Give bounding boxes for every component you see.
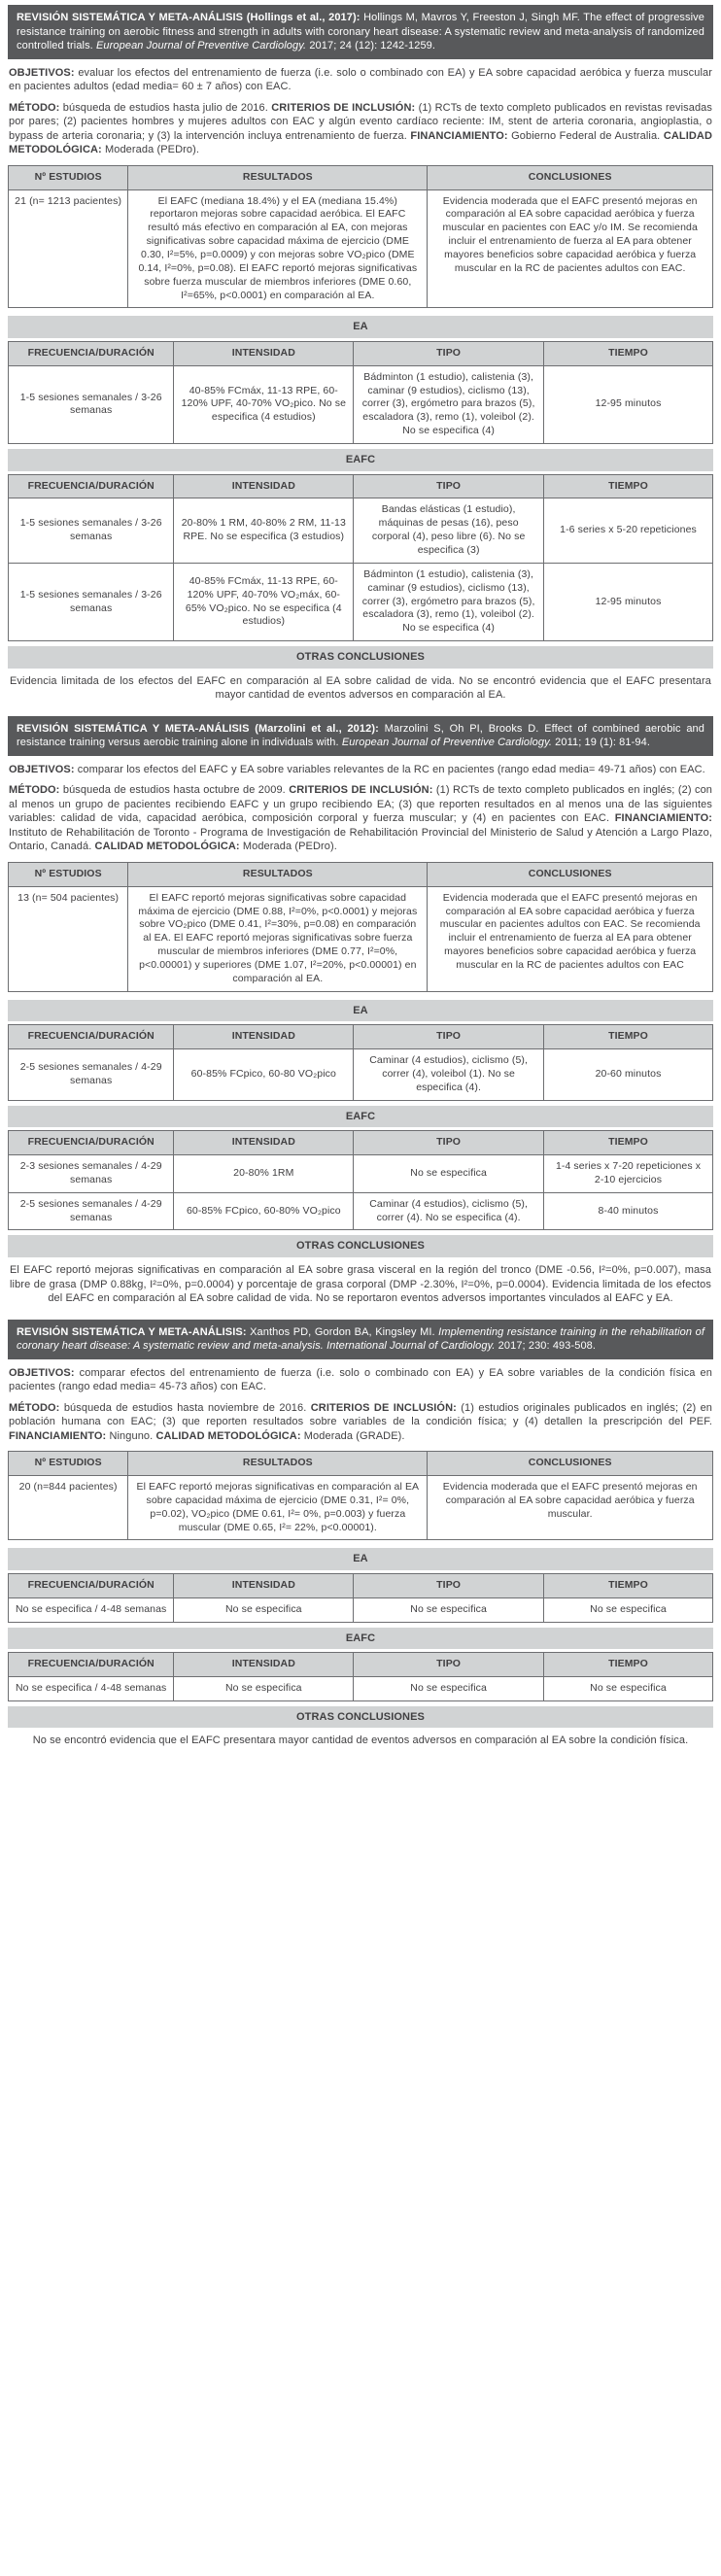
intensidad-cell: 40-85% FCmáx, 11-13 RPE, 60-120% UPF, 40-70% VO₂pico. No se especifica (4 estudios) bbox=[174, 365, 354, 443]
frecuencia-cell: 2-5 sesiones semanales / 4-29 semanas bbox=[9, 1049, 174, 1101]
summary-row bbox=[9, 886, 713, 991]
col-header-frecuencia-duracion: FRECUENCIA/DURACIÓN bbox=[9, 1131, 174, 1155]
objetivos-paragraph bbox=[9, 1366, 712, 1394]
detail-header-row bbox=[9, 1025, 713, 1049]
col-header-tiempo: TIEMPO bbox=[544, 341, 713, 365]
tipo-cell: Bádminton (1 estudio), calistenia (3), caminar (9 estudios), ciclismo (13), correr (3), ergómetro para brazos (5), escaladora (3), remo (1), voleibol (2). No se especifica (4) bbox=[354, 365, 544, 443]
tipo-cell: No se especifica bbox=[354, 1677, 544, 1701]
summary-row bbox=[9, 189, 713, 308]
tipo-cell: No se especifica bbox=[354, 1597, 544, 1622]
calidad-label: CALIDAD METODOLÓGICA: bbox=[9, 129, 713, 156]
objetivos-label: OBJETIVOS: bbox=[9, 1366, 75, 1379]
summary-table bbox=[8, 1451, 713, 1540]
metodo-text: búsqueda de estudios hasta octubre de 2009. bbox=[62, 784, 286, 797]
col-header-tiempo: TIEMPO bbox=[544, 1653, 713, 1677]
review-header bbox=[8, 716, 713, 756]
summary-header-row bbox=[9, 862, 713, 886]
tiempo-cell: No se especifica bbox=[544, 1597, 713, 1622]
col-header-tipo: TIPO bbox=[354, 1025, 544, 1049]
col-header-frecuencia-duracion: FRECUENCIA/DURACIÓN bbox=[9, 474, 174, 498]
detail-header-row bbox=[9, 1573, 713, 1597]
review-header-journal: European Journal of Preventive Cardiology. bbox=[96, 40, 307, 52]
ea-table bbox=[8, 1024, 713, 1100]
col-header-num-estudios: Nº ESTUDIOS bbox=[9, 1452, 128, 1476]
review-header-citation: Xanthos PD, Gordon BA, Kingsley MI. bbox=[246, 1325, 439, 1338]
tiempo-cell: 12-95 minutos bbox=[544, 563, 713, 640]
num-estudios-cell: 21 (n= 1213 pacientes) bbox=[9, 189, 128, 308]
financiamiento-label: FINANCIAMIENTO: bbox=[410, 129, 508, 142]
num-estudios-cell: 20 (n=844 pacientes) bbox=[9, 1476, 128, 1540]
ea-table bbox=[8, 1573, 713, 1623]
review-header-citation: Marzolini S, Oh PI, Brooks D. Effect of combined aerobic and resistance training versus aerobic training alone in individuals with. bbox=[17, 722, 704, 749]
ea-table bbox=[8, 341, 713, 444]
review-header-ref: 2017; 24 (12): 1242-1259. bbox=[306, 40, 436, 52]
summary-row bbox=[9, 1476, 713, 1540]
frecuencia-cell: 1-5 sesiones semanales / 3-26 semanas bbox=[9, 563, 174, 640]
metodo-paragraph bbox=[9, 1401, 712, 1444]
ea-section-bar: EA bbox=[8, 316, 713, 338]
objetivos-text: comparar efectos del entrenamiento de fuerza (i.e. solo o combinado con EA) y EA sobre variables de la condición física en pacientes (rango edad media= 45-73 años) con EAC. bbox=[9, 1366, 712, 1393]
col-header-frecuencia-duracion: FRECUENCIA/DURACIÓN bbox=[9, 1653, 174, 1677]
review-header bbox=[8, 1320, 713, 1359]
table-row bbox=[9, 1677, 713, 1701]
otras-conclusiones-bar: OTRAS CONCLUSIONES bbox=[8, 646, 713, 669]
review-header-title: REVISIÓN SISTEMÁTICA Y META-ANÁLISIS: bbox=[17, 1325, 247, 1338]
frecuencia-cell: 2-5 sesiones semanales / 4-29 semanas bbox=[9, 1192, 174, 1230]
col-header-tiempo: TIEMPO bbox=[544, 1131, 713, 1155]
col-header-tipo: TIPO bbox=[354, 341, 544, 365]
otras-conclusiones-bar: OTRAS CONCLUSIONES bbox=[8, 1706, 713, 1729]
eafc-table bbox=[8, 1130, 713, 1230]
detail-header-row bbox=[9, 474, 713, 498]
col-header-resultados: RESULTADOS bbox=[128, 165, 428, 189]
ea-section-bar: EA bbox=[8, 1000, 713, 1022]
tipo-cell: Bádminton (1 estudio), calistenia (3), caminar (9 estudios), ciclismo (13), correr (3), ergómetro para brazos (5), escaladora (3), remo (1), voleibol (2). No se especifica (4) bbox=[354, 563, 544, 640]
intensidad-cell: No se especifica bbox=[174, 1677, 354, 1701]
review-header-journal: Implementing resistance training in the rehabilitation of coronary heart disease: A systematic review and meta-analysis. International Journal of Cardiology. bbox=[17, 1325, 704, 1353]
col-header-tipo: TIPO bbox=[354, 1131, 544, 1155]
col-header-intensidad: INTENSIDAD bbox=[174, 1573, 354, 1597]
table-row bbox=[9, 365, 713, 443]
tipo-cell: Bandas elásticas (1 estudio), máquinas de pesas (16), peso corporal (4), peso libre (6). No se especifica (3) bbox=[354, 498, 544, 563]
calidad-text: Moderada (PEDro). bbox=[242, 841, 337, 853]
intensidad-cell: 60-85% FCpico, 60-80% VO₂pico bbox=[174, 1192, 354, 1230]
tipo-cell: Caminar (4 estudios), ciclismo (5), correr (4). No se especifica (4). bbox=[354, 1192, 544, 1230]
frecuencia-cell: No se especifica / 4-48 semanas bbox=[9, 1677, 174, 1701]
resultados-cell: El EAFC reportó mejoras significativas en comparación al EA sobre capacidad máxima de ejercicio (DME 0.31, I²= 0%, p=0.02), VO₂pico (DME 0.61, I²= 0%, p=0.003) y fuerza muscular (DME 0.65, I²= 22%, p<0.00001). bbox=[128, 1476, 428, 1540]
col-header-tipo: TIPO bbox=[354, 474, 544, 498]
tiempo-cell: 8-40 minutos bbox=[544, 1192, 713, 1230]
detail-header-row bbox=[9, 1653, 713, 1677]
col-header-num-estudios: Nº ESTUDIOS bbox=[9, 165, 128, 189]
num-estudios-cell: 13 (n= 504 pacientes) bbox=[9, 886, 128, 991]
col-header-tiempo: TIEMPO bbox=[544, 1025, 713, 1049]
tiempo-cell: No se especifica bbox=[544, 1677, 713, 1701]
table-row bbox=[9, 1155, 713, 1193]
resultados-cell: El EAFC (mediana 18.4%) y el EA (mediana 15.4%) reportaron mejoras sobre capacidad aeróbica. El EAFC resultó más efectivo en comparación al EA, con mejoras significativas sobre capacidad máxima de ejercicio (DME 0.30, I²=5%, p=0.0009) y con mejoras sobre VO₂pico (DME 0.14, I²=0%, p=0.08). El EAFC reportó mejoras significativas sobre fuerza muscular de miembros inferiores (DME 0.60, I²=65%, p<0.0001) en comparación al EA. bbox=[128, 189, 428, 308]
tiempo-cell: 12-95 minutos bbox=[544, 365, 713, 443]
review-header-ref: 2011; 19 (1): 81-94. bbox=[552, 737, 650, 749]
tipo-cell: No se especifica bbox=[354, 1155, 544, 1193]
table-row bbox=[9, 1192, 713, 1230]
financiamiento-text: Instituto de Rehabilitación de Toronto - Programa de Investigación de Rehabilitación Provincial del Ministerio de Salud y Atención a Largo Plazo, Ontario, Canadá. bbox=[9, 826, 712, 853]
table-row bbox=[9, 1597, 713, 1622]
metodo-paragraph bbox=[9, 783, 712, 854]
metodo-label: MÉTODO: bbox=[9, 784, 60, 797]
eafc-section-bar: EAFC bbox=[8, 1106, 713, 1128]
financiamiento-label: FINANCIAMIENTO: bbox=[9, 1429, 107, 1442]
col-header-frecuencia-duracion: FRECUENCIA/DURACIÓN bbox=[9, 1573, 174, 1597]
table-row bbox=[9, 563, 713, 640]
otras-conclusiones-text: No se encontró evidencia que el EAFC presentara mayor cantidad de eventos adversos en comparación al EA sobre la condición física. bbox=[32, 1735, 689, 1747]
summary-table bbox=[8, 862, 713, 992]
col-header-conclusiones: CONCLUSIONES bbox=[428, 165, 713, 189]
ea-section-bar: EA bbox=[8, 1548, 713, 1570]
resultados-cell: El EAFC reportó mejoras significativas sobre capacidad máxima de ejercicio (DME 0.88, I²=0%, p<0.0001) y mejoras sobre VO₂pico (DME 0.41, I²=30%, p=0.08) en comparación al EA. El EAFC reportó mejoras significativas sobre fuerza muscular de miembros inferiores (DME 0.77, I²=0%, p<0.00001) y superiores (DME 1.07, I²=20%, p<0.00001) en comparación al EA. bbox=[128, 886, 428, 991]
frecuencia-cell: 1-5 sesiones semanales / 3-26 semanas bbox=[9, 365, 174, 443]
tiempo-cell: 1-6 series x 5-20 repeticiones bbox=[544, 498, 713, 563]
criterios-text: (1) RCTs de texto completo publicados en inglés; (2) con al menos un grupo de pacientes recibiendo EAFC y un grupo recibiendo EA; (3) que reporten resultados en al menos una de las siguientes variables: calidad de vida, capacidad aeróbica, composición corporal y fuerza muscular; y (4) en pacientes con EAC. bbox=[9, 784, 713, 825]
otras-conclusiones-text: Evidencia limitada de los efectos del EAFC en comparación al EA sobre calidad de vida. No se encontró evidencia que el EAFC presentara mayor cantidad de eventos adversos en comparación al EA. bbox=[10, 674, 711, 702]
col-header-intensidad: INTENSIDAD bbox=[174, 1131, 354, 1155]
review-header-ref: 2017; 230: 493-508. bbox=[495, 1340, 597, 1353]
summary-table bbox=[8, 165, 713, 309]
col-header-frecuencia-duracion: FRECUENCIA/DURACIÓN bbox=[9, 1025, 174, 1049]
col-header-num-estudios: Nº ESTUDIOS bbox=[9, 862, 128, 886]
intensidad-cell: No se especifica bbox=[174, 1597, 354, 1622]
summary-header-row bbox=[9, 1452, 713, 1476]
review-header-citation: Hollings M, Mavros Y, Freeston J, Singh MF. The effect of progressive resistance training on aerobic fitness and strength in adults with coronary heart disease: A systematic review and meta-analysis of randomized controlled trials. bbox=[17, 12, 704, 52]
objetivos-text: comparar los efectos del EAFC y EA sobre variables relevantes de la RC en pacientes (rango edad media= 49-71 años) con EAC. bbox=[77, 763, 705, 775]
objetivos-paragraph bbox=[9, 763, 712, 777]
review-header-title: REVISIÓN SISTEMÁTICA Y META-ANÁLISIS (Hollings et al., 2017): bbox=[17, 12, 360, 23]
financiamiento-text: Ninguno. bbox=[109, 1429, 154, 1442]
col-header-resultados: RESULTADOS bbox=[128, 862, 428, 886]
col-header-intensidad: INTENSIDAD bbox=[174, 1653, 354, 1677]
review-header-journal: European Journal of Preventive Cardiology. bbox=[341, 737, 553, 749]
col-header-frecuencia-duracion: FRECUENCIA/DURACIÓN bbox=[9, 341, 174, 365]
review-section-xanthos bbox=[8, 1320, 713, 1748]
col-header-resultados: RESULTADOS bbox=[128, 1452, 428, 1476]
col-header-tipo: TIPO bbox=[354, 1573, 544, 1597]
eafc-section-bar: EAFC bbox=[8, 1628, 713, 1650]
eafc-section-bar: EAFC bbox=[8, 449, 713, 471]
col-header-conclusiones: CONCLUSIONES bbox=[428, 862, 713, 886]
tipo-cell: Caminar (4 estudios), ciclismo (5), correr (4), voleibol (1). No se especifica (4). bbox=[354, 1049, 544, 1101]
eafc-table bbox=[8, 474, 713, 642]
review-header-title: REVISIÓN SISTEMÁTICA Y META-ANÁLISIS (Marzolini et al., 2012): bbox=[17, 722, 379, 735]
tiempo-cell: 20-60 minutos bbox=[544, 1049, 713, 1101]
conclusiones-cell: Evidencia moderada que el EAFC presentó mejoras en comparación al EA sobre capacidad aeróbica y fuerza muscular. bbox=[428, 1476, 713, 1540]
col-header-tiempo: TIEMPO bbox=[544, 1573, 713, 1597]
intensidad-cell: 60-85% FCpico, 60-80 VO₂pico bbox=[174, 1049, 354, 1101]
otras-conclusiones-text: El EAFC reportó mejoras significativas en comparación al EA sobre grasa visceral en la región del tronco (DME -0.56, I²=0%, p=0.007), masa libre de grasa (DMP 0.88kg, I²=0%, p=0.0004) y porcentaje de grasa corporal (DMP -2.30%, I²=0%, p=0.0004). Evidencia limitada de los efectos del EAFC en comparación al EA sobre calidad de vida. No se reportaron eventos adversos importantes vinculados al EAFC y EA. bbox=[10, 1263, 711, 1305]
criterios-label: CRITERIOS DE INCLUSIÓN: bbox=[271, 101, 416, 114]
criterios-text: (1) estudios originales publicados en inglés; (2) en población humana con EAC; (3) que reporten resultados sobre variables de la condición física; y (4) detallen la prescripción del PEF. bbox=[9, 1401, 713, 1428]
otras-conclusiones-bar: OTRAS CONCLUSIONES bbox=[8, 1235, 713, 1257]
review-section-marzolini bbox=[8, 716, 713, 1306]
objetivos-text: evaluar los efectos del entrenamiento de fuerza (i.e. solo o combinado con EA) y EA sobre capacidad aeróbica y fuerza muscular en pacientes adultos (edad media= 60 ± 7 años) con EAC. bbox=[9, 66, 713, 93]
detail-header-row bbox=[9, 1131, 713, 1155]
col-header-intensidad: INTENSIDAD bbox=[174, 474, 354, 498]
metodo-text: búsqueda de estudios hasta noviembre de 2016. bbox=[63, 1401, 307, 1414]
col-header-conclusiones: CONCLUSIONES bbox=[428, 1452, 713, 1476]
metodo-label: MÉTODO: bbox=[9, 1401, 60, 1414]
objetivos-label: OBJETIVOS: bbox=[9, 66, 75, 79]
review-header bbox=[8, 5, 713, 59]
calidad-label: CALIDAD METODOLÓGICA: bbox=[94, 841, 240, 853]
conclusiones-cell: Evidencia moderada que el EAFC presentó mejoras en comparación al EA sobre capacidad aeróbica y fuerza muscular en pacientes con EAC y/o IM. Se recomienda incluir el entrenamiento de fuerza al EA para obtener mayores beneficios sobre capacidad aeróbica y fuerza muscular en la RC de pacientes adultos con EAC. bbox=[428, 189, 713, 308]
intensidad-cell: 20-80% 1RM bbox=[174, 1155, 354, 1193]
review-section-hollings bbox=[8, 5, 713, 703]
metodo-label: MÉTODO: bbox=[9, 101, 60, 114]
col-header-intensidad: INTENSIDAD bbox=[174, 341, 354, 365]
criterios-label: CRITERIOS DE INCLUSIÓN: bbox=[289, 784, 433, 797]
intensidad-cell: 20-80% 1 RM, 40-80% 2 RM, 11-13 RPE. No se especifica (3 estudios) bbox=[174, 498, 354, 563]
metodo-text: búsqueda de estudios hasta julio de 2016. bbox=[62, 101, 268, 114]
intensidad-cell: 40-85% FCmáx, 11-13 RPE, 60-120% UPF, 40-70% VO₂máx, 60-65% VO₂pico. No se especifica (4 estudios) bbox=[174, 563, 354, 640]
calidad-text: Moderada (GRADE). bbox=[303, 1429, 405, 1442]
financiamiento-label: FINANCIAMIENTO: bbox=[614, 812, 713, 825]
summary-header-row bbox=[9, 165, 713, 189]
financiamiento-text: Gobierno Federal de Australia. bbox=[511, 129, 661, 142]
criterios-text: (1) RCTs de texto completo publicados en revistas revisadas por pares; (2) pacientes hombres y mujeres adultos con EAC y algún evento cardíaco reciente: IM, stent de arteria coronaria, angioplastia, o bypass de arteria coronaria; y (3) la intervención incluya entrenamiento de fuerza. bbox=[9, 101, 713, 142]
tiempo-cell: 1-4 series x 7-20 repeticiones x 2-10 ejercicios bbox=[544, 1155, 713, 1193]
col-header-tiempo: TIEMPO bbox=[544, 474, 713, 498]
frecuencia-cell: 2-3 sesiones semanales / 4-29 semanas bbox=[9, 1155, 174, 1193]
objetivos-paragraph bbox=[9, 66, 712, 94]
table-row bbox=[9, 498, 713, 563]
frecuencia-cell: No se especifica / 4-48 semanas bbox=[9, 1597, 174, 1622]
criterios-label: CRITERIOS DE INCLUSIÓN: bbox=[310, 1401, 457, 1414]
metodo-paragraph bbox=[9, 101, 712, 157]
detail-header-row bbox=[9, 341, 713, 365]
frecuencia-cell: 1-5 sesiones semanales / 3-26 semanas bbox=[9, 498, 174, 563]
col-header-tipo: TIPO bbox=[354, 1653, 544, 1677]
table-row bbox=[9, 1049, 713, 1101]
eafc-table bbox=[8, 1652, 713, 1701]
calidad-label: CALIDAD METODOLÓGICA: bbox=[155, 1429, 301, 1442]
conclusiones-cell: Evidencia moderada que el EAFC presentó mejoras en comparación al EA sobre capacidad aeróbica y fuerza muscular en pacientes adultos con EAC. Se recomienda incluir el entrenamiento de fuerza al EA para obtener mayores beneficios sobre capacidad aeróbica y fuerza muscular en la RC de pacientes adultos con EAC bbox=[428, 886, 713, 991]
col-header-intensidad: INTENSIDAD bbox=[174, 1025, 354, 1049]
objetivos-label: OBJETIVOS: bbox=[9, 763, 75, 775]
calidad-text: Moderada (PEDro). bbox=[104, 144, 200, 156]
